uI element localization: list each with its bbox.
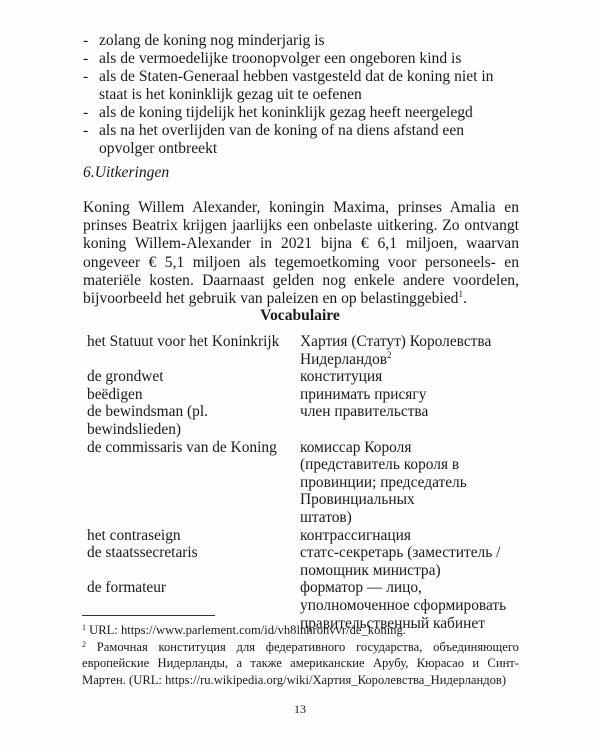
footnote-number: 2 bbox=[82, 639, 86, 649]
russian-translation: статс-секретарь (заместитель / помощник министра) bbox=[300, 544, 501, 579]
dutch-term: het Statuut voor het Koninkrijk bbox=[87, 333, 280, 350]
vocabulary-table bbox=[87, 333, 527, 632]
condition-list bbox=[83, 32, 523, 158]
vocab-row bbox=[87, 527, 527, 545]
footnote-text[interactable]: Рамочная конституция для федеративного государства, объединяющего европейские Нидерланды, а также американские Арубу, Кюрасао и Синт-Мартен. (URL: https://ru.wikipedia.org/wiki/Хартия_Королевства_Нидерландов) bbox=[82, 639, 519, 687]
dash-marker: - bbox=[83, 68, 89, 85]
footnote-number: 1 bbox=[82, 623, 86, 632]
dash-marker: - bbox=[83, 50, 89, 67]
vocabulary-heading: Vocabulaire bbox=[260, 307, 340, 324]
dash-marker: - bbox=[83, 104, 89, 121]
vocab-row bbox=[87, 368, 527, 386]
footnote bbox=[82, 639, 519, 689]
dutch-term: de grondwet bbox=[87, 368, 164, 386]
list-item: - als de vermoedelijke troonopvolger een ongeboren kind is bbox=[83, 50, 462, 67]
list-item: - als de koning tijdelijk het koninklijk gezag heeft neergelegd bbox=[83, 104, 473, 121]
dutch-term: de commissaris van de Koning bbox=[87, 438, 277, 456]
vocab-row bbox=[87, 333, 527, 368]
list-item: - als na het overlijden van de koning of na diens afstand een opvolger ontbreekt bbox=[83, 122, 465, 157]
dash-marker: - bbox=[83, 32, 89, 49]
russian-translation: член правительства bbox=[300, 403, 429, 421]
russian-translation: принимать присягу bbox=[300, 385, 427, 403]
dutch-term: de bewindsman (pl. bewindslieden) bbox=[87, 403, 208, 438]
russian-translation: форматор — лицо, уполномоченное сформировать правительственный кабинет bbox=[300, 579, 507, 632]
dash-marker: - bbox=[83, 122, 89, 139]
list-item: - als de Staten-Generaal hebben vastgesteld dat de koning niet in staat is het koninklijk gezag uit te oefenen bbox=[83, 68, 494, 103]
footnote-text[interactable]: URL: https://www.parlement.com/id/vh8lnhronvvr/de_koning. bbox=[89, 623, 406, 637]
vocab-row bbox=[87, 403, 527, 438]
vocab-row bbox=[87, 386, 527, 404]
russian-translation: Хартия (Статут) Королевства Нидерландов$^2$ bbox=[300, 333, 492, 368]
footnotes bbox=[82, 622, 519, 688]
footnote-ref[interactable]: 2 bbox=[387, 349, 392, 360]
vocab-row bbox=[87, 544, 527, 579]
vocab-row bbox=[87, 439, 527, 527]
dutch-term: de staatssecretaris bbox=[87, 544, 198, 562]
body-paragraph: Koning Willem Alexander, koningin Maxima, prinses Amalia en prinses Beatrix krijgen jaarlijks een onbelaste uitkering. Zo ontvangt koning Willem-Alexander in 2021 bijna € 6,1 miljoen, waarvan ongeveer € 5,1 miljoen als tegemoetkoming voor personeels- en materiële kosten. Daarnaast gelden nog enkele andere voordelen, bijvoorbeeld het gebruik van paleizen en op belastinggebied$^1$. bbox=[83, 199, 519, 308]
footnote bbox=[82, 622, 519, 639]
footnote-separator bbox=[82, 615, 215, 616]
page-number: 13 bbox=[294, 702, 306, 716]
russian-translation: конституция bbox=[300, 368, 383, 386]
section-heading: 6.Uitkeringen bbox=[83, 164, 170, 181]
dutch-term: beëdigen bbox=[87, 385, 143, 403]
footnote-ref[interactable]: 1 bbox=[458, 288, 463, 299]
dutch-term: de formateur bbox=[87, 579, 167, 597]
russian-translation: комиссар Короля (представитель короля в провинции; председатель Провинциальных штатов) bbox=[300, 438, 467, 526]
list-item: - zolang de koning nog minderjarig is bbox=[83, 32, 325, 49]
dutch-term: het contraseign bbox=[87, 526, 181, 544]
russian-translation: контрассигнация bbox=[300, 526, 411, 544]
